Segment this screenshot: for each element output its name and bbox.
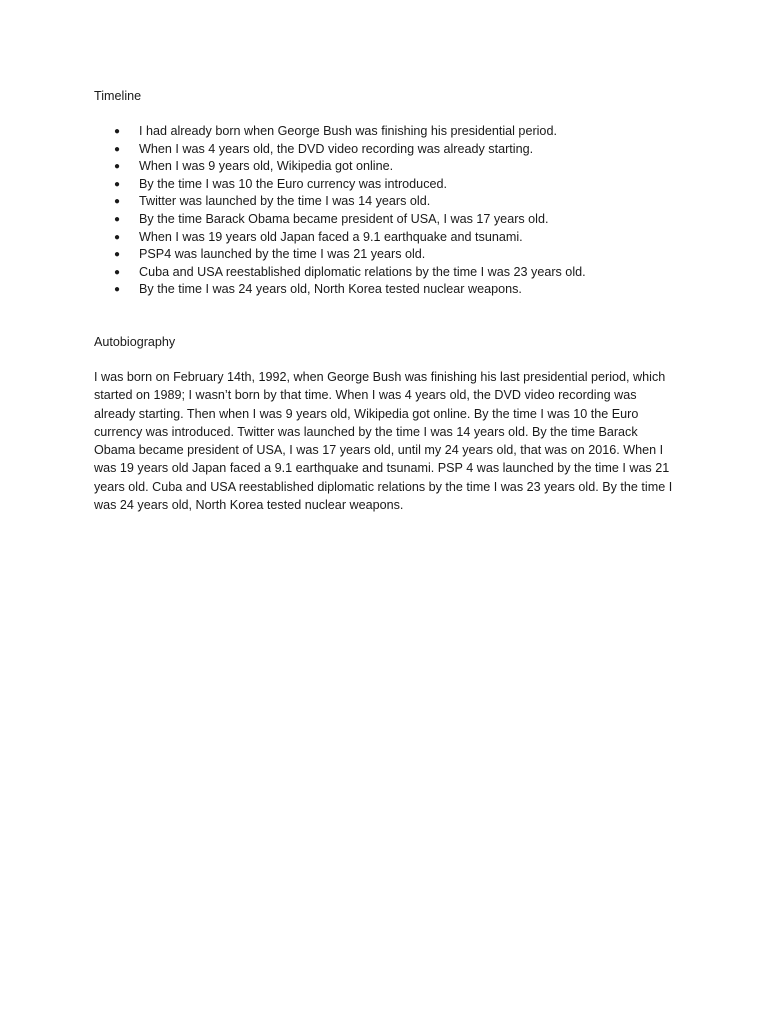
timeline-heading: Timeline <box>94 89 142 103</box>
timeline-item <box>94 229 714 247</box>
timeline-item <box>94 246 714 264</box>
bullet-icon: ● <box>114 161 121 173</box>
timeline-item-text: Twitter was launched by the time I was 14 years old. <box>139 194 431 209</box>
timeline-item <box>94 123 714 141</box>
bullet-icon: ● <box>114 126 121 137</box>
bullet-icon: ● <box>114 231 121 243</box>
timeline-item <box>94 158 714 176</box>
timeline-item-text: When I was 4 years old, the DVD video recording was already starting. <box>139 141 534 156</box>
timeline-item-text: When I was 9 years old, Wikipedia got online. <box>139 159 394 174</box>
autobiography-paragraph: I was born on February 14th, 1992, when George Bush was finishing his last presidential period, which started on 1989; I wasn’t born by that time. When I was 4 years old, the DVD video recording was already starting. Then when I was 9 years old, Wikipedia got online. By the time I was 10 the Euro currency was introduced. Twitter was launched by the time I was 14 years old. By the time Barack Obama became president of USA, I was 17 years old, until my 24 years old, that was on 2016. When I was 19 years old Japan faced a 9.1 earthquake and tsunami. PSP 4 was launched by the time I was 21 years old. Cuba and USA reestablished diplomatic relations by the time I was 23 years old. By the time I was 24 years old, North Korea tested nuclear weapons. <box>94 370 673 513</box>
bullet-icon: ● <box>114 284 121 296</box>
timeline-item-text: PSP4 was launched by the time I was 21 years old. <box>139 247 426 262</box>
bullet-icon: ● <box>114 143 121 155</box>
timeline-item-text: By the time I was 10 the Euro currency was introduced. <box>139 176 447 191</box>
timeline-item <box>94 141 714 159</box>
bullet-icon: ● <box>114 178 121 190</box>
timeline-item <box>94 211 714 229</box>
timeline-list <box>94 123 714 299</box>
timeline-item <box>94 193 714 211</box>
timeline-item-text: Cuba and USA reestablished diplomatic relations by the time I was 23 years old. <box>139 264 586 279</box>
timeline-item-text: When I was 19 years old Japan faced a 9.1 earthquake and tsunami. <box>139 229 523 244</box>
autobiography-heading: Autobiography <box>94 335 176 349</box>
timeline-item-text: By the time I was 24 years old, North Korea tested nuclear weapons. <box>139 282 522 297</box>
timeline-item-text: I had already born when George Bush was finishing his presidential period. <box>139 124 557 138</box>
timeline-item-text: By the time Barack Obama became president of USA, I was 17 years old. <box>139 211 549 226</box>
timeline-item <box>94 264 714 282</box>
bullet-icon: ● <box>114 196 121 208</box>
bullet-icon: ● <box>114 266 121 278</box>
timeline-item <box>94 176 714 194</box>
bullet-icon: ● <box>114 249 121 261</box>
bullet-icon: ● <box>114 213 121 225</box>
timeline-item <box>94 281 714 299</box>
